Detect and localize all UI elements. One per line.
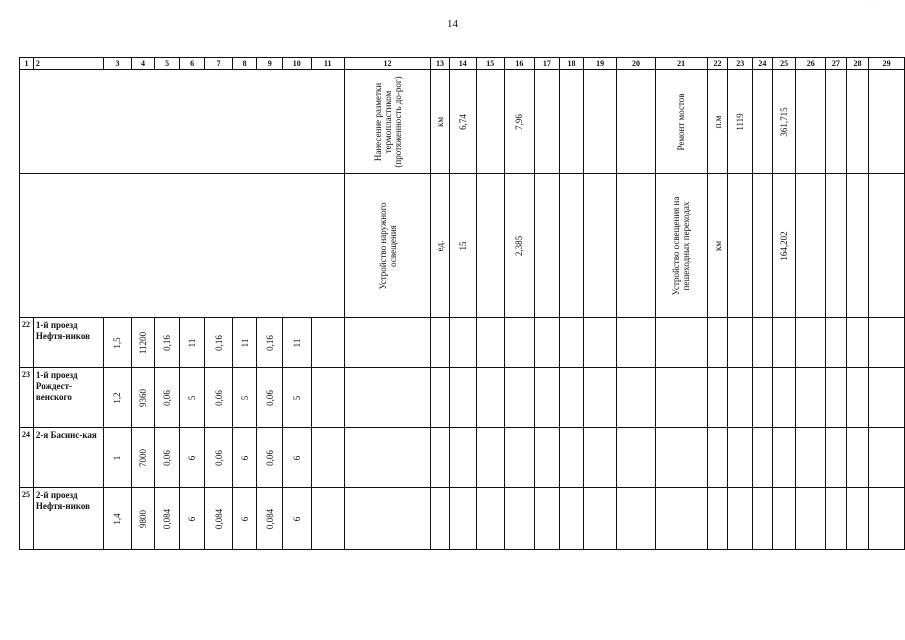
work-type-label: Устройство наружного освещения <box>377 201 398 290</box>
empty-cell <box>311 318 344 368</box>
empty-cell <box>728 174 753 318</box>
empty-cell <box>869 368 905 428</box>
cell-value: 6 <box>239 455 250 460</box>
value-cell <box>282 318 311 368</box>
column-number: 11 <box>311 58 344 70</box>
empty-cell <box>476 368 505 428</box>
value-cell <box>232 318 257 368</box>
column-number: 10 <box>282 58 311 70</box>
column-number: 9 <box>257 58 283 70</box>
cell-value: 5 <box>239 395 250 400</box>
street-name: 2-й проезд Нефтя-ников <box>33 488 103 550</box>
blank-cell <box>20 70 345 174</box>
empty-cell <box>617 174 655 318</box>
empty-cell <box>534 174 560 318</box>
empty-cell <box>311 368 344 428</box>
empty-cell <box>728 488 753 550</box>
cell-value: 7000 <box>138 448 149 467</box>
quantity-cell <box>449 70 476 174</box>
column-number: 12 <box>344 58 430 70</box>
value-cell <box>257 368 283 428</box>
empty-cell <box>583 368 616 428</box>
cell-value: 0,06 <box>264 449 275 466</box>
empty-cell <box>753 428 773 488</box>
empty-cell <box>796 488 826 550</box>
cost-value: 361,715 <box>779 106 790 137</box>
quantity-value: 15 <box>457 241 468 250</box>
unit-value: км <box>435 116 446 127</box>
cell-value: 6 <box>187 516 198 521</box>
column-number: 5 <box>155 58 180 70</box>
unit-cell <box>431 70 450 174</box>
work-type-label: Устройство освещения на пешеходных переходах <box>671 196 692 295</box>
empty-cell <box>753 174 773 318</box>
empty-cell <box>560 174 584 318</box>
column-number: 13 <box>431 58 450 70</box>
cell-value: 9360 <box>138 388 149 407</box>
cell-value: 0,084 <box>213 508 224 529</box>
cell-value: 11 <box>239 338 250 347</box>
cell-value: 1,4 <box>112 512 123 525</box>
unit-cell <box>707 70 728 174</box>
quantity-value: 6,74 <box>457 113 468 130</box>
column-number: 27 <box>825 58 846 70</box>
empty-cell <box>344 488 430 550</box>
value-cell <box>104 488 131 550</box>
column-number: 23 <box>728 58 753 70</box>
empty-cell <box>846 488 869 550</box>
unit-cell <box>431 174 450 318</box>
row-number: 24 <box>20 428 34 488</box>
row-number: 23 <box>20 368 34 428</box>
value-cell <box>131 318 155 368</box>
empty-cell <box>534 368 560 428</box>
empty-cell <box>449 368 476 428</box>
empty-cell <box>583 318 616 368</box>
column-number-row <box>20 58 905 70</box>
empty-cell <box>534 488 560 550</box>
empty-cell <box>869 428 905 488</box>
empty-cell <box>505 428 535 488</box>
cell-value: 0,16 <box>213 334 224 351</box>
empty-cell <box>825 318 846 368</box>
empty-cell <box>772 318 796 368</box>
page-number: 14 <box>447 18 458 30</box>
empty-cell <box>617 488 655 550</box>
empty-cell <box>846 368 869 428</box>
empty-cell <box>505 318 535 368</box>
empty-cell <box>707 368 728 428</box>
cell-value: 6 <box>291 455 302 460</box>
empty-cell <box>753 70 773 174</box>
empty-cell <box>583 488 616 550</box>
empty-cell <box>707 428 728 488</box>
cell-value: 11200 <box>138 331 149 354</box>
empty-cell <box>753 368 773 428</box>
work-type-cell <box>655 174 707 318</box>
value-cell <box>179 428 205 488</box>
cell-value: 1 <box>112 455 123 460</box>
empty-cell <box>869 488 905 550</box>
column-number: 2 <box>33 58 103 70</box>
value-cell <box>155 368 180 428</box>
empty-cell <box>311 488 344 550</box>
data-table <box>19 57 905 550</box>
empty-cell <box>728 318 753 368</box>
column-number: 14 <box>449 58 476 70</box>
empty-cell <box>825 70 846 174</box>
empty-cell <box>617 428 655 488</box>
cost-cell <box>505 174 535 318</box>
empty-cell <box>560 318 584 368</box>
value-cell <box>282 368 311 428</box>
value-cell <box>282 488 311 550</box>
empty-cell <box>505 488 535 550</box>
value-cell <box>155 488 180 550</box>
work-type-label: Ремонт мостов <box>676 92 687 151</box>
cost-value: 2,385 <box>514 235 525 256</box>
empty-cell <box>534 70 560 174</box>
empty-cell <box>707 488 728 550</box>
column-number: 17 <box>534 58 560 70</box>
cell-value: 6 <box>187 455 198 460</box>
empty-cell <box>869 318 905 368</box>
column-number: 25 <box>772 58 796 70</box>
empty-cell <box>655 488 707 550</box>
table-row <box>20 488 905 550</box>
empty-cell <box>753 318 773 368</box>
empty-cell <box>583 428 616 488</box>
empty-cell <box>583 70 616 174</box>
unit-value: км <box>712 240 723 251</box>
column-number: 29 <box>869 58 905 70</box>
empty-cell <box>655 428 707 488</box>
cell-value: 0,16 <box>162 334 173 351</box>
value-cell <box>205 368 232 428</box>
value-cell <box>232 488 257 550</box>
empty-cell <box>655 368 707 428</box>
empty-cell <box>311 428 344 488</box>
empty-cell <box>869 174 905 318</box>
value-cell <box>179 368 205 428</box>
row-number: 22 <box>20 318 34 368</box>
value-cell <box>155 428 180 488</box>
empty-cell <box>846 318 869 368</box>
empty-cell <box>846 70 869 174</box>
work-type-cell <box>344 70 430 174</box>
column-number: 8 <box>232 58 257 70</box>
column-number: 15 <box>476 58 505 70</box>
value-cell <box>131 368 155 428</box>
quantity-cell <box>449 174 476 318</box>
cell-value: 0,084 <box>162 508 173 529</box>
work-type-label: Нанесение разметки термопластиком (протяженность до-рог) <box>372 75 403 168</box>
empty-cell <box>796 70 826 174</box>
empty-cell <box>728 368 753 428</box>
value-cell <box>179 488 205 550</box>
section-row-markings <box>20 70 905 174</box>
empty-cell <box>707 318 728 368</box>
table-row <box>20 368 905 428</box>
column-number: 16 <box>505 58 535 70</box>
cell-value: 1,5 <box>112 336 123 349</box>
column-number: 24 <box>753 58 773 70</box>
value-cell <box>257 428 283 488</box>
work-type-cell <box>655 70 707 174</box>
cell-value: 9800 <box>138 509 149 528</box>
column-number: 19 <box>583 58 616 70</box>
empty-cell <box>449 488 476 550</box>
cost-cell <box>772 174 796 318</box>
cell-value: 6 <box>291 516 302 521</box>
column-number: 1 <box>20 58 34 70</box>
empty-cell <box>825 174 846 318</box>
cell-value: 5 <box>291 395 302 400</box>
cell-value: 1,2 <box>112 391 123 404</box>
empty-cell <box>344 318 430 368</box>
value-cell <box>232 428 257 488</box>
value-cell <box>104 368 131 428</box>
column-number: 21 <box>655 58 707 70</box>
empty-cell <box>869 70 905 174</box>
empty-cell <box>476 428 505 488</box>
cell-value: 0,06 <box>213 449 224 466</box>
column-number: 22 <box>707 58 728 70</box>
empty-cell <box>796 318 826 368</box>
empty-cell <box>431 368 450 428</box>
street-name: 1-й проезд Рождест-венского <box>33 368 103 428</box>
empty-cell <box>344 428 430 488</box>
unit-value: ед. <box>435 240 446 251</box>
empty-cell <box>846 428 869 488</box>
empty-cell <box>772 368 796 428</box>
section-row-lighting <box>20 174 905 318</box>
value-cell <box>205 488 232 550</box>
cell-value: 11 <box>291 338 302 347</box>
empty-cell <box>825 428 846 488</box>
cell-value: 0,06 <box>213 389 224 406</box>
empty-cell <box>617 368 655 428</box>
value-cell <box>104 318 131 368</box>
column-number: 28 <box>846 58 869 70</box>
empty-cell <box>505 368 535 428</box>
value-cell <box>205 318 232 368</box>
cell-value: 0,06 <box>264 389 275 406</box>
empty-cell <box>753 488 773 550</box>
cost-value: 164,202 <box>779 230 790 261</box>
column-number: 20 <box>617 58 655 70</box>
value-cell <box>205 428 232 488</box>
table-row <box>20 428 905 488</box>
quantity-cell <box>728 70 753 174</box>
cell-value: 0,084 <box>264 508 275 529</box>
value-cell <box>104 428 131 488</box>
empty-cell <box>825 368 846 428</box>
empty-cell <box>846 174 869 318</box>
empty-cell <box>560 70 584 174</box>
value-cell <box>257 488 283 550</box>
empty-cell <box>560 428 584 488</box>
empty-cell <box>344 368 430 428</box>
column-number: 6 <box>179 58 205 70</box>
empty-cell <box>431 488 450 550</box>
empty-cell <box>534 428 560 488</box>
empty-cell <box>476 488 505 550</box>
empty-cell <box>476 174 505 318</box>
value-cell <box>179 318 205 368</box>
column-number: 4 <box>131 58 155 70</box>
empty-cell <box>655 318 707 368</box>
value-cell <box>282 428 311 488</box>
empty-cell <box>796 428 826 488</box>
cost-value: 7,96 <box>514 113 525 130</box>
empty-cell <box>431 318 450 368</box>
column-number: 7 <box>205 58 232 70</box>
empty-cell <box>796 174 826 318</box>
row-number: 25 <box>20 488 34 550</box>
empty-cell <box>449 318 476 368</box>
column-number: 26 <box>796 58 826 70</box>
empty-cell <box>431 428 450 488</box>
column-number: 18 <box>560 58 584 70</box>
blank-cell <box>20 174 345 318</box>
empty-cell <box>583 174 616 318</box>
cell-value: 0,06 <box>162 389 173 406</box>
street-name: 2-я Басинс-кая <box>33 428 103 488</box>
cell-value: 0,16 <box>264 334 275 351</box>
empty-cell <box>560 488 584 550</box>
value-cell <box>232 368 257 428</box>
quantity-value: 1119 <box>735 112 746 131</box>
value-cell <box>131 488 155 550</box>
corner-mark: · · · <box>864 2 873 8</box>
table-row <box>20 318 905 368</box>
street-name: 1-й проезд Нефтя-ников <box>33 318 103 368</box>
cost-cell <box>505 70 535 174</box>
cost-cell <box>772 70 796 174</box>
empty-cell <box>825 488 846 550</box>
cell-value: 5 <box>187 395 198 400</box>
unit-value: п.м <box>712 115 723 128</box>
empty-cell <box>476 318 505 368</box>
empty-cell <box>534 318 560 368</box>
work-type-cell <box>344 174 430 318</box>
empty-cell <box>772 428 796 488</box>
empty-cell <box>617 318 655 368</box>
value-cell <box>131 428 155 488</box>
unit-cell <box>707 174 728 318</box>
cell-value: 0,06 <box>162 449 173 466</box>
empty-cell <box>449 428 476 488</box>
empty-cell <box>476 70 505 174</box>
data-rows <box>20 318 905 550</box>
cell-value: 6 <box>239 516 250 521</box>
cell-value: 11 <box>187 338 198 347</box>
value-cell <box>257 318 283 368</box>
empty-cell <box>617 70 655 174</box>
empty-cell <box>560 368 584 428</box>
value-cell <box>155 318 180 368</box>
empty-cell <box>772 488 796 550</box>
column-number: 3 <box>104 58 131 70</box>
empty-cell <box>728 428 753 488</box>
empty-cell <box>796 368 826 428</box>
